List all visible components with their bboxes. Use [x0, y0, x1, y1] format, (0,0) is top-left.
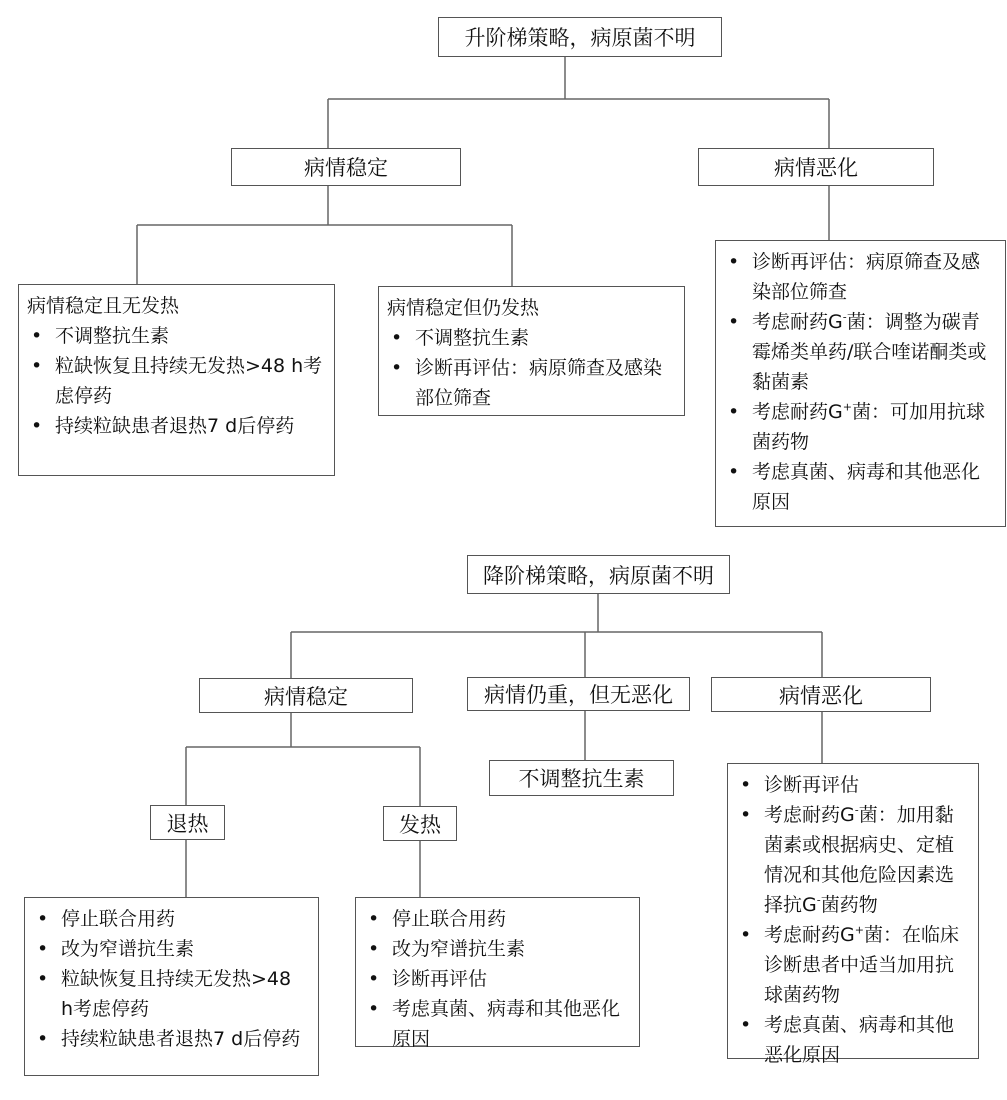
deescalation-febrile-list	[364, 904, 629, 1054]
deescalation-stable-label: 病情稳定	[264, 684, 348, 709]
list-item: • 诊断再评估：病原筛查及感染部位筛查	[724, 247, 991, 307]
escalation-stable-node	[231, 148, 461, 186]
deescalation-deteriorating-node	[711, 677, 931, 712]
list-item: • 改为窄谱抗生素	[33, 934, 308, 964]
list-item: • 考虑耐药G+菌：在临床诊断患者中适当加用抗球菌药物	[736, 920, 966, 1010]
list-item: • 考虑耐药G-菌：加用黏菌素或根据病史、定植情况和其他危险因素选择抗G-菌药物	[736, 800, 966, 920]
deescalation-deteriorating-box	[727, 763, 979, 1066]
escalation-stable-no-fever-box	[18, 284, 335, 476]
connector-deesc-stable	[186, 713, 420, 806]
list-item: • 诊断再评估：病原筛查及感染部位筛查	[387, 353, 674, 413]
deescalation-root-label: 降阶梯策略，病原菌不明	[483, 563, 714, 588]
deescalation-severe-action-node	[489, 760, 674, 796]
list-item: • 不调整抗生素	[27, 321, 324, 351]
list-item: • 持续粒缺患者退热7 d后停药	[33, 1024, 308, 1054]
escalation-root-label: 升阶梯策略，病原菌不明	[464, 26, 696, 50]
list-item: • 粒缺恢复且持续无发热>48 h考虑停药	[33, 964, 308, 1024]
list-item: • 考虑真菌、病毒和其他恶化原因	[736, 1010, 966, 1070]
escalation-root-node	[438, 17, 722, 57]
list-item: • 不调整抗生素	[387, 323, 674, 353]
connector-esc-root	[328, 57, 829, 148]
escalation-fever-list	[387, 323, 674, 413]
escalation-stable-label: 病情稳定	[304, 156, 388, 180]
deescalation-deteriorating-list	[736, 770, 966, 1070]
list-item: • 粒缺恢复且持续无发热>48 h考虑停药	[27, 351, 324, 411]
deescalation-afebrile-list	[33, 904, 308, 1054]
escalation-no-fever-heading: 病情稳定且无发热	[27, 295, 180, 317]
escalation-no-fever-list	[27, 321, 324, 441]
list-item: • 诊断再评估	[736, 770, 966, 800]
deescalation-afebrile-box	[24, 897, 319, 1076]
list-item: • 持续粒缺患者退热7 d后停药	[27, 411, 324, 441]
deescalation-stable-node	[199, 678, 413, 713]
escalation-deteriorating-node	[698, 148, 934, 186]
list-item: • 考虑真菌、病毒和其他恶化原因	[364, 994, 629, 1054]
list-item: • 考虑耐药G+菌：可加用抗球菌药物	[724, 397, 991, 457]
escalation-deteriorating-box	[715, 240, 1006, 527]
connector-deesc-root	[291, 594, 822, 678]
deescalation-severe-node	[467, 677, 690, 711]
list-item: • 诊断再评估	[364, 964, 629, 994]
deescalation-root-node	[467, 555, 730, 594]
list-item: • 改为窄谱抗生素	[364, 934, 629, 964]
deescalation-afebrile-node	[150, 805, 225, 840]
list-item: • 考虑真菌、病毒和其他恶化原因	[724, 457, 991, 517]
deescalation-febrile-box	[355, 897, 640, 1050]
deescalation-febrile-label: 发热	[399, 812, 441, 837]
escalation-stable-fever-box	[378, 286, 685, 416]
escalation-deteriorating-label: 病情恶化	[774, 156, 858, 180]
connector-esc-stable	[137, 186, 512, 286]
deescalation-severe-action-label: 不调整抗生素	[518, 767, 645, 791]
list-item: • 停止联合用药	[364, 904, 629, 934]
escalation-fever-heading: 病情稳定但仍发热	[387, 297, 540, 319]
escalation-deteriorating-list	[724, 247, 991, 517]
deescalation-febrile-node	[383, 806, 457, 841]
deescalation-afebrile-label: 退热	[166, 811, 209, 836]
deescalation-deteriorating-label: 病情恶化	[779, 683, 863, 708]
deescalation-severe-label: 病情仍重，但无恶化	[484, 683, 673, 707]
list-item: • 考虑耐药G-菌：调整为碳青霉烯类单药/联合喹诺酮类或黏菌素	[724, 307, 991, 397]
list-item: • 停止联合用药	[33, 904, 308, 934]
